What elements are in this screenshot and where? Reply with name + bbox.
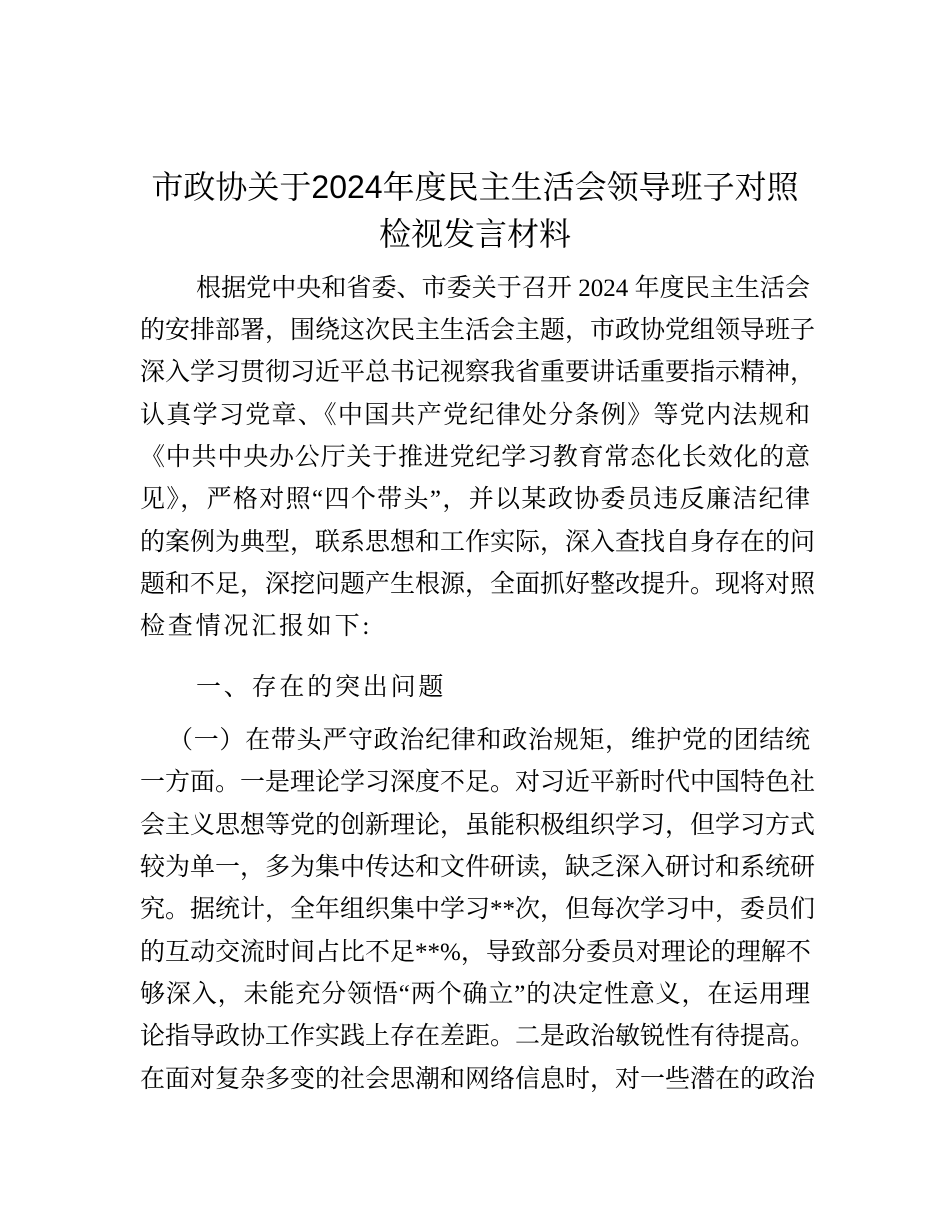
- paragraph-line: 论指导政协工作实践上存在差距。二是政治敏锐性有待提高。: [140, 1023, 816, 1050]
- paragraph-line: 较为单一，多为集中传达和文件研读，缺乏深入研讨和系统研: [140, 854, 816, 881]
- paragraph-line: 深入学习贯彻习近平总书记视察我省重要讲话重要指示精神，: [140, 359, 816, 386]
- paragraph-line: 够深入，未能充分领悟“两个确立”的决定性意义，在运用理: [140, 981, 810, 1008]
- paragraph-line: 究。据统计，全年组织集中学习**次，但每次学习中，委员们: [140, 896, 816, 923]
- paragraph-line: 会主义思想等党的创新理论，虽能积极组织学习，但学习方式: [140, 812, 816, 839]
- paragraph-line: 的安排部署，围绕这次民主生活会主题，市政协党组领导班子: [140, 317, 816, 344]
- paragraph-line: 的互动交流时间占比不足**%，导致部分委员对理论的理解不: [140, 939, 811, 966]
- paragraph-line: 一方面。一是理论学习深度不足。对习近平新时代中国特色社: [140, 769, 816, 796]
- paragraph-line: 的案例为典型，联系思想和工作实际，深入查找自身存在的问: [140, 529, 816, 556]
- paragraph-line: 认真学习党章、《中国共产党纪律处分条例》等党内法规和: [140, 402, 810, 429]
- section-heading: 一、存在的突出问题: [196, 674, 447, 701]
- paragraph-line: 题和不足，深挖问题产生根源，全面抓好整改提升。现将对照: [140, 571, 816, 598]
- paragraph-line: （一）在带头严守政治纪律和政治规矩，维护党的团结统: [168, 727, 810, 754]
- document-title-line-1: 市政协关于2024年度民主生活会领导班子对照: [151, 169, 799, 205]
- paragraph-line: 见》，严格对照“四个带头”，并以某政协委员违反廉洁纪律: [140, 486, 810, 513]
- paragraph-line: 《中共中央办公厅关于推进党纪学习教育常态化长效化的意: [140, 444, 810, 471]
- paragraph-line: 在面对复杂多变的社会思潮和网络信息时，对一些潜在的政治: [140, 1066, 816, 1093]
- paragraph-line: 检查情况汇报如下:: [140, 613, 373, 640]
- paragraph-line: 根据党中央和省委、市委关于召开 2024 年度民主生活会: [196, 275, 810, 302]
- document-title-line-2: 检视发言材料: [378, 216, 571, 252]
